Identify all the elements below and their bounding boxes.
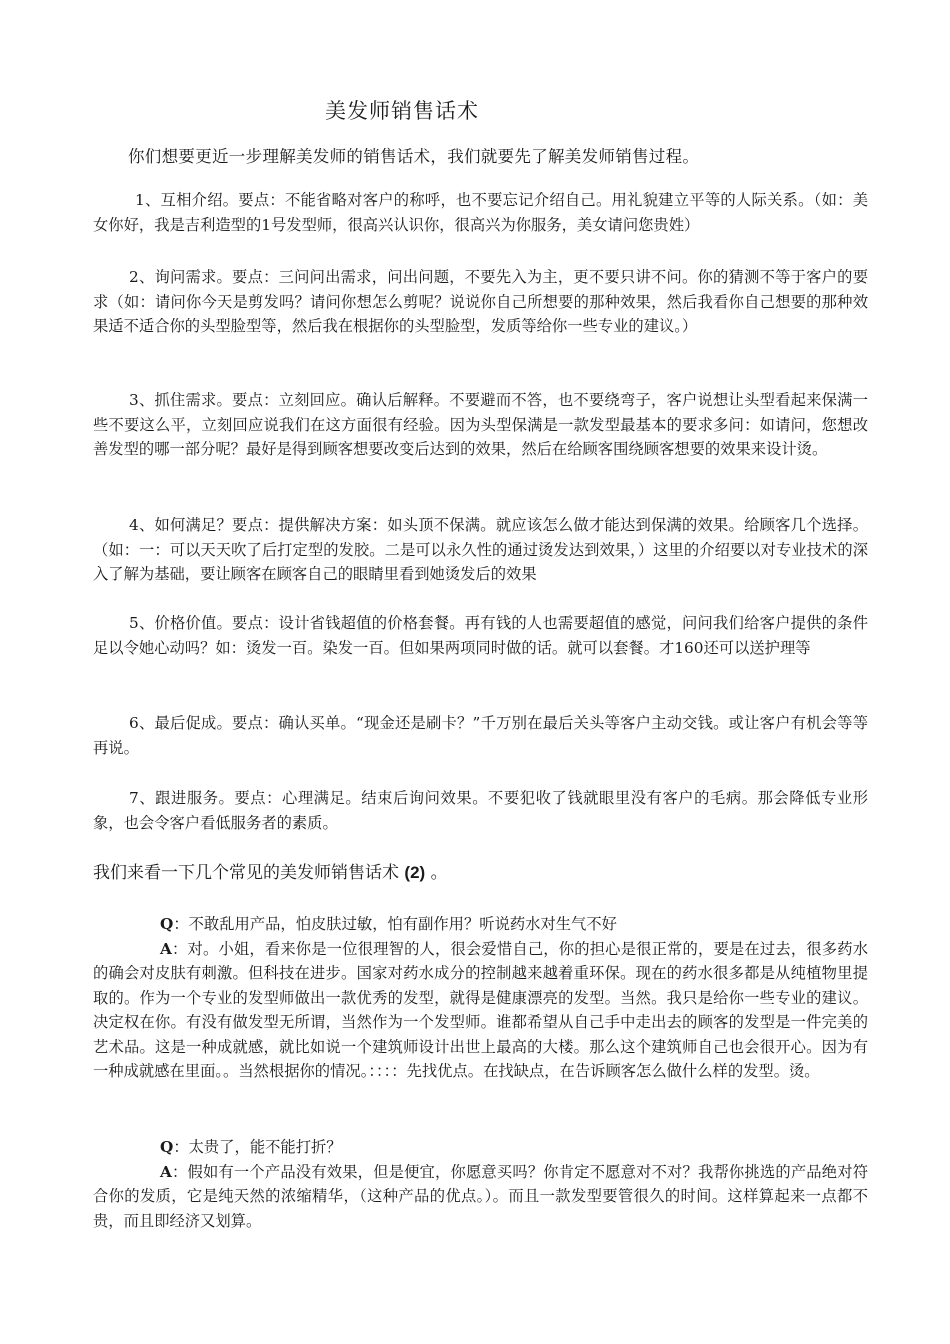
step-paragraph-1: 1、互相介绍。要点：不能省略对客户的称呼，也不要忘记介绍自己。用礼貌建立平等的人际关系。（如：美女你好，我是吉利造型的1号发型师，很高兴认识你，很高兴为你服务，美女请问您贵姓） [93,191,868,234]
section-heading [93,858,448,883]
step-paragraph-5: 5、价格价值。要点：设计省钱超值的价格套餐。再有钱的人也需要超值的感觉，问问我们给客户提供的条件足以令她心动吗？如：烫发一百。染发一百。但如果两项同时做的话。就可以套餐。才160还可以送护理等 [93,614,868,657]
step-paragraph-6: 6、最后促成。要点：确认买单。“现金还是刷卡？”千万别在最后关头等客户主动交钱。或让客户有机会等等再说。 [93,714,868,757]
question-text: ：太贵了，能不能打折？ [173,1138,342,1156]
answer-label: A [160,939,172,958]
section-heading-number: (2) [404,863,426,882]
step-paragraph-3: 3、抓住需求。要点：立刻回应。确认后解释。不要避而不答，也不要绕弯子，客户说想让头型看起来保满一些不要这么平，立刻回应说我们在这方面很有经验。因为头型保满是一款发型最基本的要求多问：如请问，您想改善发型的哪一部分呢？最好是得到顾客想要改变后达到的效果，然后在给顾客围绕顾客想要的效果来设计烫。 [93,391,868,458]
answer-1 [93,937,868,1084]
step-paragraph-4: 4、如何满足？要点：提供解决方案：如头顶不保满。就应该怎么做才能达到保满的效果。给顾客几个选择。（如：一：可以天天吹了后打定型的发胶。二是可以永久性的通过烫发达到效果，）这里的介绍要以对专业技术的深入了解为基础，要让顾客在顾客自己的眼睛里看到她烫发后的效果 [93,516,868,583]
qa-block-2 [93,1135,868,1233]
question-2 [93,1135,868,1160]
section-heading-text: 我们来看一下几个常见的美发师销售话术 [93,863,399,883]
qa-block-1 [93,912,868,1084]
question-label: Q [160,1138,174,1156]
question-1 [93,912,868,937]
answer-text: ：假如有一个产品没有效果，但是便宜，你愿意买吗？你肯定不愿意对不对？我帮你挑选的产品绝对符合你的发质，它是纯天然的浓缩精华，（这种产品的优点。）。而且一款发型要管很久的时间。这样算起来一点都不贵，而且即经济又划算。 [93,1162,868,1230]
step-paragraph-7: 7、跟进服务。要点：心理满足。结束后询问效果。不要犯收了钱就眼里没有客户的毛病。那会降低专业形象，也会令客户看低服务者的素质。 [93,789,868,832]
section-heading-suffix: 。 [430,863,448,883]
page-title: 美发师销售话术 [325,99,479,123]
question-text: ：不敢乱用产品，怕皮肤过敏，怕有副作用？听说药水对生气不好 [173,915,617,933]
intro-paragraph: 你们想要更近一步理解美发师的销售话术，我们就要先了解美发师销售过程。 [128,147,700,166]
answer-text: ：对。小姐，看来你是一位很理智的人，很会爱惜自己，你的担心是很正常的，要是在过去，很多药水的确会对皮肤有刺激。但科技在进步。国家对药水成分的控制越来越着重环保。现在的药水很多都是从纯植物里提取的。作为一个专业的发型师做出一款优秀的发型，就得是健康漂亮的发型。当然。我只是给你一些专业的建议。决定权在你。有没有做发型无所谓，当然作为一个发型师。谁都希望从自己手中走出去的顾客的发型是一件完美的艺术品。这是一种成就感，就比如说一个建筑师设计出世上最高的大楼。那么这个建筑师自己也会很开心。因为有一种成就感在里面。。当然根据你的情况。：：：：先找优点。在找缺点，在告诉顾客怎么做什么样的发型。烫。 [93,939,868,1080]
answer-2 [93,1160,868,1234]
step-paragraph-2: 2、询问需求。要点：三问问出需求，问出问题，不要先入为主，更不要只讲不问。你的猜测不等于客户的要求（如：请问你今天是剪发吗？请问你想怎么剪呢？说说你自己所想要的那种效果，然后我看你自己想要的那种效果适不适合你的头型脸型等，然后我在根据你的头型脸型，发质等给你一些专业的建议。） [93,268,868,335]
question-label: Q [160,915,174,933]
answer-label: A [160,1162,172,1181]
